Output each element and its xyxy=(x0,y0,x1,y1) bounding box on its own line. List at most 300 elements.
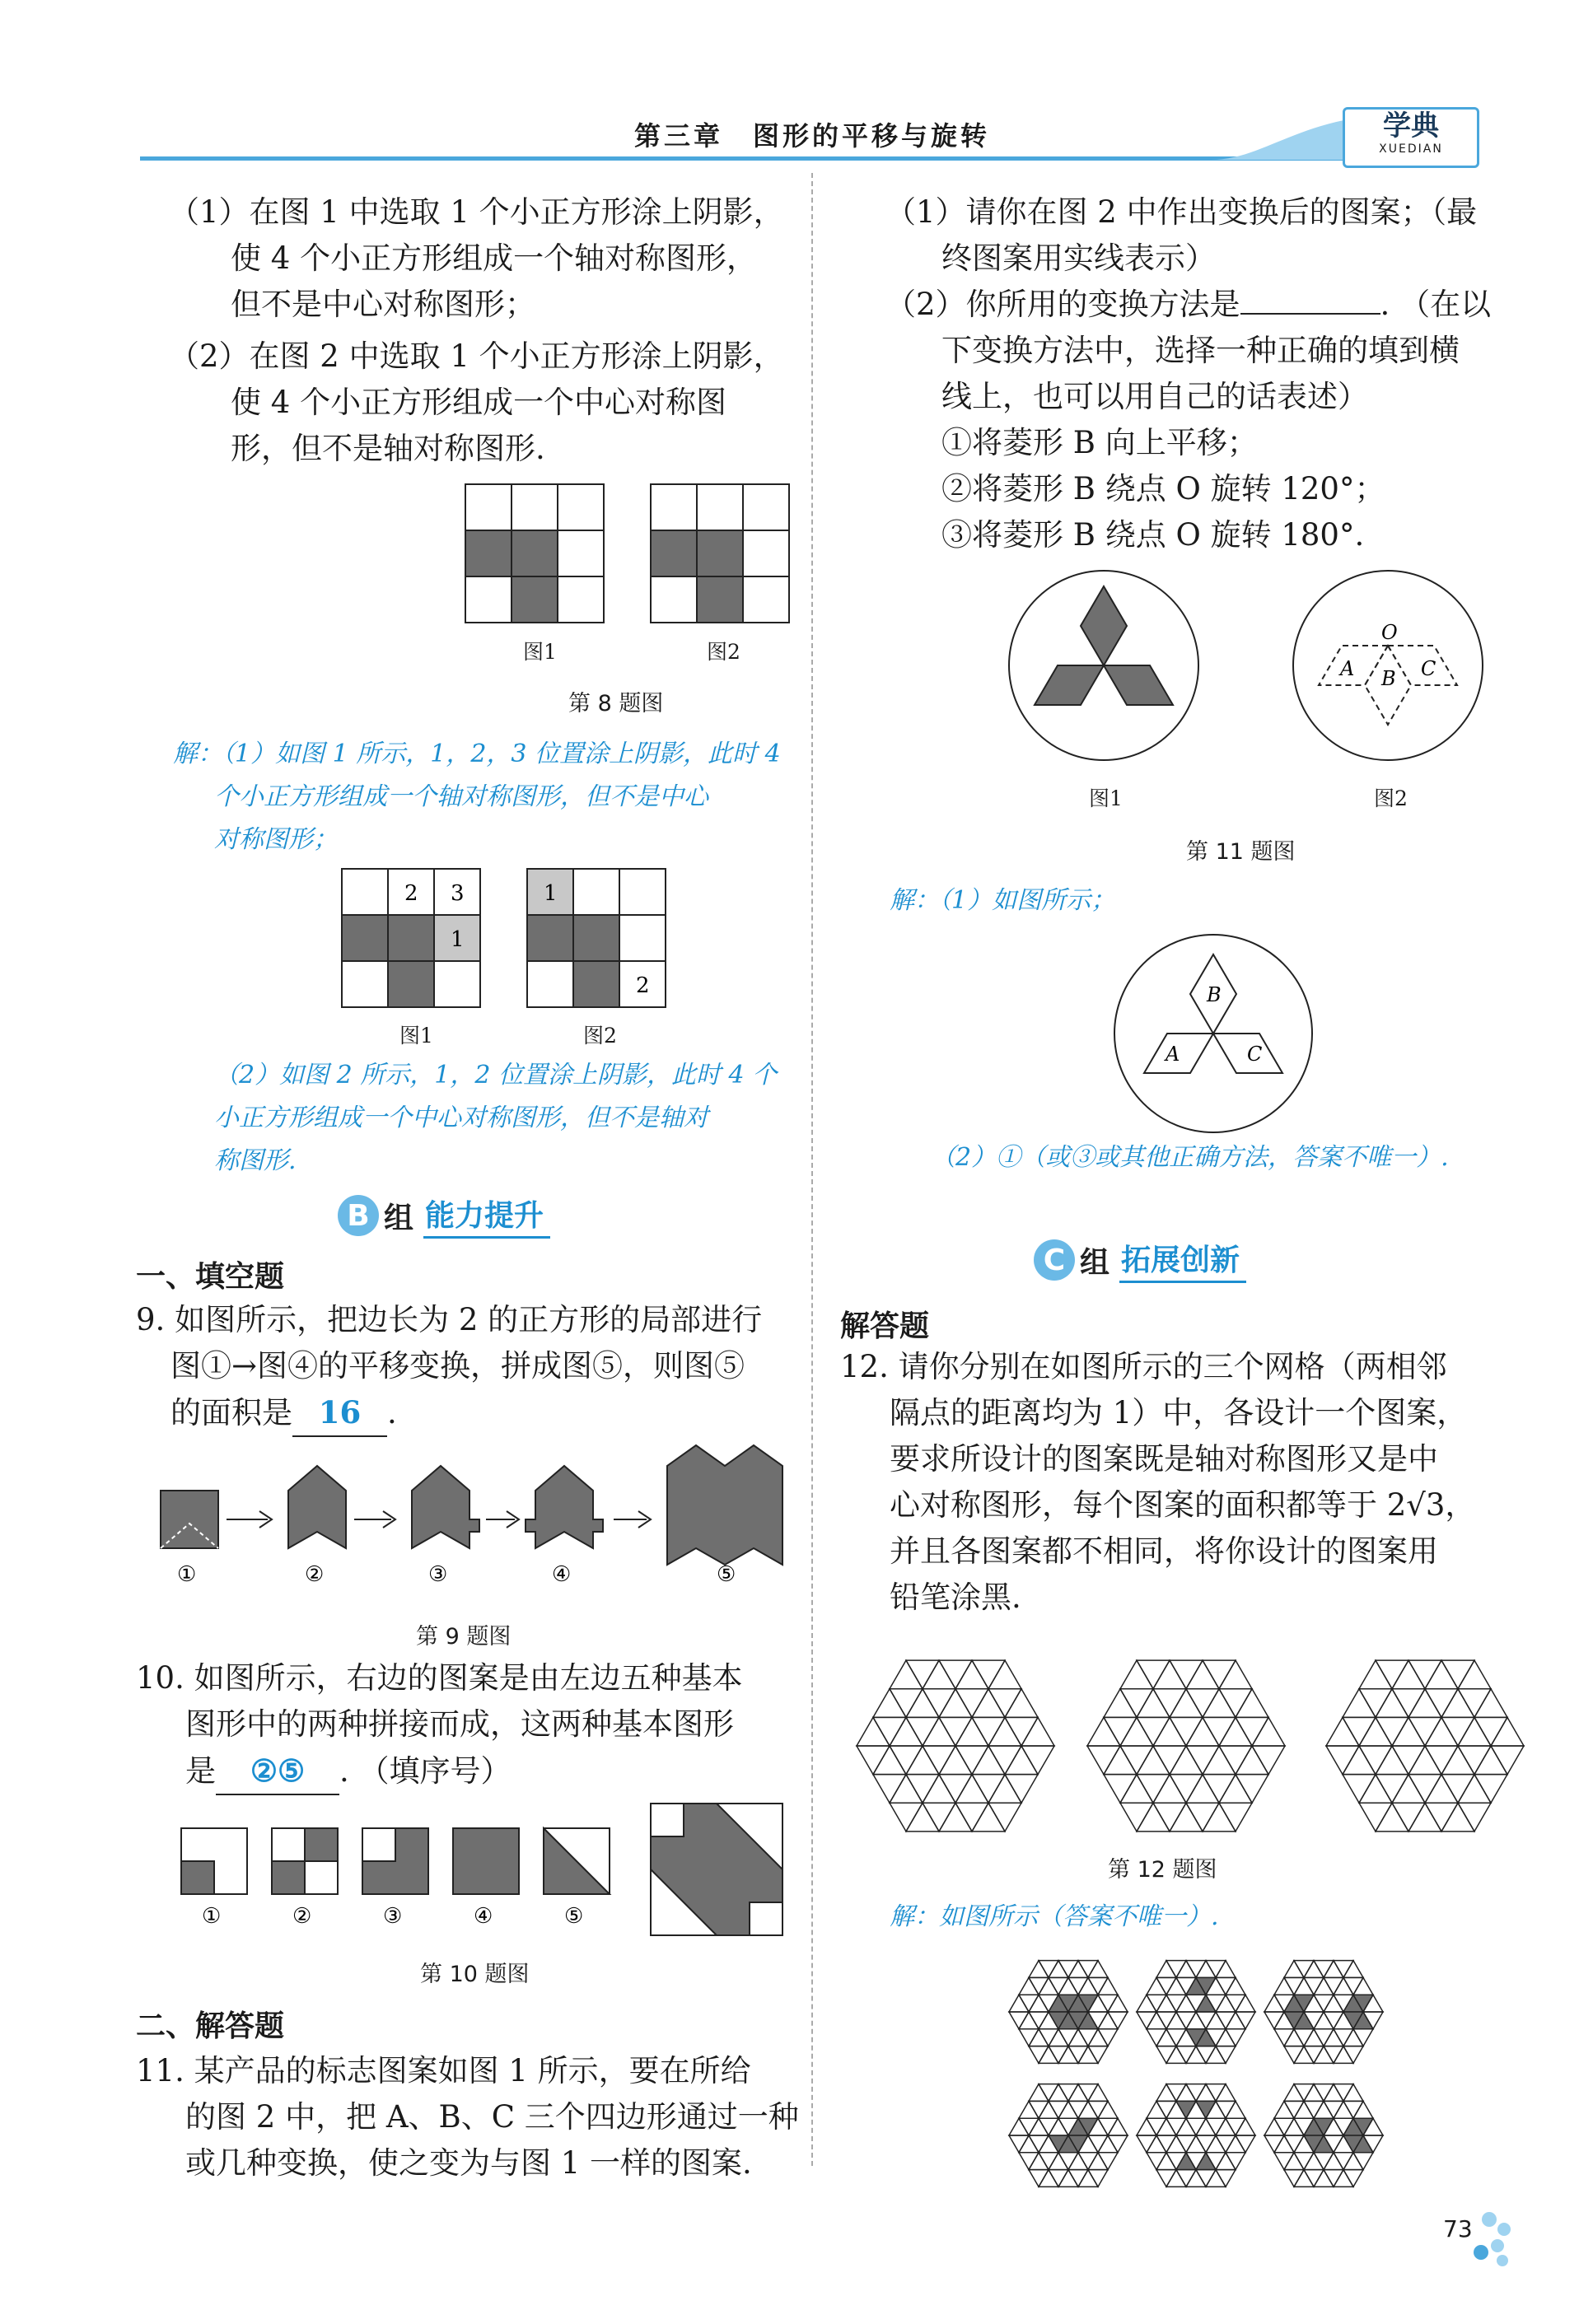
grid-triangle xyxy=(988,1746,1021,1775)
grid-triangle xyxy=(1274,1977,1294,1995)
grid-triangle xyxy=(1137,2012,1156,2029)
grid-triangle xyxy=(1236,1775,1268,1804)
grid-triangle xyxy=(1147,2029,1166,2046)
q12-caption: 第 12 题图 xyxy=(1108,1857,1217,1883)
grid-triangle xyxy=(1029,2153,1049,2170)
grid-triangle xyxy=(1156,2135,1176,2153)
grid-triangle xyxy=(1236,1995,1255,2012)
grid-triangle xyxy=(1029,1961,1049,1978)
grid-triangle xyxy=(1216,2153,1236,2170)
grid-triangle xyxy=(1098,2135,1118,2153)
grid-triangle xyxy=(1219,1803,1252,1832)
q11-caption: 第 11 题图 xyxy=(1186,839,1296,865)
q11-line: 下变换方法中，选择一种正确的填到横 xyxy=(941,333,1460,368)
grid-triangle xyxy=(1408,1746,1441,1775)
q11-answer-figure xyxy=(1110,931,1316,1136)
grid-triangle xyxy=(1226,2101,1245,2118)
q12-text xyxy=(840,1344,1475,1621)
grid-triangle xyxy=(1078,2153,1098,2170)
q8-line: 使 4 个小正方形组成一个中心对称图 xyxy=(231,385,727,420)
grid-triangle xyxy=(1009,2135,1029,2153)
solve-section-title: 二、解答题 xyxy=(136,2009,285,2043)
grid-triangle xyxy=(1376,1717,1408,1746)
grid-triangle xyxy=(1058,2153,1078,2170)
answer-line: 称图形. xyxy=(214,1146,297,1175)
q10-figure xyxy=(177,1799,820,1948)
grid-triangle xyxy=(1186,2170,1206,2187)
group-c-letter: C xyxy=(1034,1239,1075,1281)
grid-triangle xyxy=(1098,2153,1118,2170)
grid-triangle xyxy=(1098,2029,1118,2046)
grid-triangle xyxy=(1049,2153,1068,2170)
grid-triangle xyxy=(1353,1977,1373,1995)
grid-triangle xyxy=(1166,1995,1186,2012)
point-b-label: B xyxy=(1381,667,1396,690)
grid-triangle xyxy=(1392,1660,1425,1689)
answer-grid-2 xyxy=(527,869,667,1009)
grid-triangle xyxy=(1343,1717,1376,1746)
grid-triangle xyxy=(1068,2084,1088,2102)
grid-triangle xyxy=(1186,1746,1219,1775)
logo-sub: XUEDIAN xyxy=(1379,142,1443,156)
grid-triangle xyxy=(1196,2135,1216,2153)
grid-triangle xyxy=(1294,2046,1314,2064)
grid-triangle xyxy=(1304,2029,1324,2046)
grid-triangle xyxy=(1216,2012,1236,2029)
grid-triangle xyxy=(1304,2153,1324,2170)
grid-triangle xyxy=(1005,1717,1038,1746)
grid-triangle xyxy=(1324,2153,1343,2170)
answer-line: 个小正方形组成一个轴对称图形，但不是中心 xyxy=(214,782,708,811)
grid-triangle xyxy=(1156,1995,1176,2012)
grid-triangle xyxy=(1166,2170,1186,2187)
grid-triangle xyxy=(1196,2101,1216,2118)
grid-triangle xyxy=(1216,2029,1236,2046)
q11-option: ③将菱形 B 绕点 O 旋转 180°. xyxy=(941,517,1365,553)
grid-triangle xyxy=(1058,2046,1078,2064)
grid-triangle xyxy=(1186,1775,1219,1804)
grid-triangle xyxy=(1029,1977,1049,1995)
q9-line: 图①→图④的平移变换，拼成图⑤，则图⑤ xyxy=(171,1348,745,1384)
grid-triangle xyxy=(1408,1775,1441,1804)
grid-triangle xyxy=(890,1660,923,1689)
grid-triangle xyxy=(1104,1746,1137,1775)
grid-triangle xyxy=(1068,2101,1088,2118)
grid-triangle xyxy=(1408,1689,1441,1718)
grid-triangle xyxy=(1376,1660,1408,1689)
grid-triangle xyxy=(1392,1689,1425,1718)
grid-triangle xyxy=(1137,1746,1170,1775)
grid-triangle xyxy=(1019,1977,1039,1995)
grid-triangle xyxy=(1196,2170,1216,2187)
answer-c-label: C xyxy=(1247,1043,1263,1066)
grid-triangle xyxy=(1039,2118,1058,2135)
q12-answer-grids xyxy=(1007,1950,1385,2197)
grid-triangle xyxy=(1153,1717,1186,1746)
grid-triangle xyxy=(1166,2084,1186,2102)
grid-triangle xyxy=(1088,2153,1108,2170)
grid-triangle xyxy=(1216,2170,1236,2187)
grid-triangle xyxy=(1137,1660,1170,1689)
grid-triangle xyxy=(1314,2101,1334,2118)
grid-num: 1 xyxy=(544,881,558,906)
grid-triangle xyxy=(1166,1977,1186,1995)
grid-triangle xyxy=(1120,1803,1153,1832)
grid-triangle xyxy=(1343,1746,1376,1775)
grid-triangle xyxy=(1474,1746,1507,1775)
grid-triangle xyxy=(1196,2012,1216,2029)
grid-triangle xyxy=(1408,1660,1441,1689)
grid-triangle xyxy=(1425,1746,1458,1775)
grid-triangle xyxy=(1120,1775,1153,1804)
grid-triangle xyxy=(939,1660,972,1689)
grid-triangle xyxy=(1441,1717,1474,1746)
answer-b-label: B xyxy=(1207,983,1222,1006)
grid-triangle xyxy=(1166,2046,1186,2064)
grid-triangle xyxy=(1019,2012,1039,2029)
grid-triangle xyxy=(1206,2135,1226,2153)
grid-triangle xyxy=(1491,1717,1524,1746)
grid-num: 2 xyxy=(636,973,650,998)
group-b-grp: 组 xyxy=(384,1201,414,1235)
grid-triangle xyxy=(1219,1746,1252,1775)
grid-triangle xyxy=(1005,1689,1038,1718)
grid-triangle xyxy=(988,1689,1021,1718)
grid-triangle xyxy=(1009,2012,1029,2029)
grid-triangle xyxy=(1153,1689,1186,1718)
grid-triangle xyxy=(1236,1746,1268,1775)
grid-triangle xyxy=(1343,1961,1363,1978)
grid-triangle xyxy=(1029,2029,1049,2046)
grid-triangle xyxy=(1196,1995,1216,2012)
grid-triangle xyxy=(1334,2101,1353,2118)
q8-part2 xyxy=(169,334,784,472)
grid-triangle xyxy=(1176,1961,1196,1978)
grid-triangle xyxy=(1294,2170,1314,2187)
grid-triangle xyxy=(1104,1689,1137,1718)
grid-triangle xyxy=(1029,2084,1049,2102)
grid-triangle xyxy=(873,1746,906,1775)
grid-triangle xyxy=(1314,2084,1334,2102)
grid-triangle xyxy=(923,1746,955,1775)
grid-triangle xyxy=(1441,1746,1474,1775)
grid-triangle xyxy=(1137,1803,1170,1832)
answer-hex-2 xyxy=(1137,1961,1255,2064)
grid-triangle xyxy=(1252,1717,1285,1746)
grid-triangle xyxy=(1359,1746,1392,1775)
grid-triangle xyxy=(1196,2153,1216,2170)
grid-triangle xyxy=(1098,2101,1118,2118)
grid-triangle xyxy=(1203,1660,1236,1689)
grid-triangle xyxy=(1176,2084,1196,2102)
grid-triangle xyxy=(1009,2118,1029,2135)
grid-triangle xyxy=(1019,2153,1039,2170)
grid-triangle xyxy=(857,1717,890,1746)
grid-triangle xyxy=(972,1803,1005,1832)
grid-triangle xyxy=(1474,1775,1507,1804)
grid-triangle xyxy=(1039,2029,1058,2046)
grid-triangle xyxy=(955,1689,988,1718)
grid-triangle xyxy=(1294,2084,1314,2102)
grid-triangle xyxy=(1068,2029,1088,2046)
grid-triangle xyxy=(972,1746,1005,1775)
grid-triangle xyxy=(1196,2046,1216,2064)
grid-triangle xyxy=(1098,2012,1118,2029)
grid-triangle xyxy=(1196,2118,1216,2135)
grid-triangle xyxy=(1343,2170,1363,2187)
grid-triangle xyxy=(1203,1803,1236,1832)
q12-line: 隔点的距离均为 1）中，各设计一个图案， xyxy=(890,1395,1468,1430)
grid-triangle xyxy=(1176,2012,1196,2029)
grid-triangle xyxy=(1314,2153,1334,2170)
grid-triangle xyxy=(1021,1746,1054,1775)
grid-triangle xyxy=(1216,2101,1236,2118)
grid-triangle xyxy=(1153,1803,1186,1832)
q10-line: 10. 如图所示，右边的图案是由左边五种基本 xyxy=(136,1660,743,1696)
grid-triangle xyxy=(1170,1775,1203,1804)
group-b-letter: B xyxy=(338,1195,379,1236)
q11-option: ①将菱形 B 向上平移； xyxy=(941,425,1258,460)
grid-triangle xyxy=(1186,1803,1219,1832)
grid-triangle xyxy=(1304,2046,1324,2064)
grid-triangle xyxy=(1049,2046,1068,2064)
grid-triangle xyxy=(1156,1977,1176,1995)
grid-triangle xyxy=(1376,1746,1408,1775)
grid-triangle xyxy=(1284,2046,1304,2064)
grid-triangle xyxy=(1186,1689,1219,1718)
grid-triangle xyxy=(1098,1995,1118,2012)
grid-triangle xyxy=(1156,1961,1176,1978)
q10-label: ① xyxy=(202,1904,222,1929)
grid-triangle xyxy=(890,1717,923,1746)
grid-triangle xyxy=(1425,1689,1458,1718)
grid-triangle xyxy=(1284,1977,1304,1995)
grid-triangle xyxy=(1009,1995,1029,2012)
q11-line: 终图案用实线表示） xyxy=(941,240,1216,276)
q10-tail: . （填序号） xyxy=(339,1753,512,1789)
grid-triangle xyxy=(906,1717,939,1746)
q8-line: 但不是中心对称图形； xyxy=(231,287,535,322)
grid-triangle xyxy=(1049,2029,1068,2046)
grid-triangle xyxy=(939,1746,972,1775)
q11-answer-1: 解：（1）如图所示； xyxy=(890,886,1116,915)
grid-triangle xyxy=(1104,1717,1137,1746)
grid-triangle xyxy=(1294,1977,1314,1995)
grid-triangle xyxy=(1166,2135,1186,2153)
grid-triangle xyxy=(1425,1660,1458,1689)
grid-triangle xyxy=(1170,1746,1203,1775)
grid-triangle xyxy=(1441,1660,1474,1689)
q8-caption: 第 8 题图 xyxy=(568,691,664,716)
grid-triangle xyxy=(1219,1717,1252,1746)
grid-triangle xyxy=(1334,1977,1353,1995)
q8-fig1-label: 图1 xyxy=(523,640,557,664)
q9-label: ③ xyxy=(428,1562,448,1587)
grid-triangle xyxy=(1274,2029,1294,2046)
q8-line: 使 4 个小正方形组成一个轴对称图形， xyxy=(231,240,758,276)
q9-label: ① xyxy=(177,1562,197,1587)
grid-triangle xyxy=(1039,1961,1058,1978)
q9-line: 9. 如图所示，把边长为 2 的正方形的局部进行 xyxy=(136,1302,763,1337)
grid-triangle xyxy=(1304,1961,1324,1978)
q11-option: ②将菱形 B 绕点 O 旋转 120°； xyxy=(941,471,1385,506)
q8-answer-2 xyxy=(214,1054,777,1183)
grid-triangle xyxy=(1304,2170,1324,2187)
grid-triangle xyxy=(1156,2118,1176,2135)
grid-triangle xyxy=(1186,2118,1206,2135)
grid-triangle xyxy=(1226,1977,1245,1995)
grid-triangle xyxy=(1176,2046,1196,2064)
q11-line: 的图 2 中，把 A、B、C 三个四边形通过一种 xyxy=(185,2099,799,2135)
grid-triangle xyxy=(1049,1961,1068,1978)
grid-triangle xyxy=(1219,1660,1252,1689)
grid-triangle xyxy=(906,1660,939,1689)
grid-triangle xyxy=(1314,1977,1334,1995)
grid-triangle xyxy=(1153,1775,1186,1804)
grid-triangle xyxy=(1120,1660,1153,1689)
grid-triangle xyxy=(1147,2153,1166,2170)
q11-figure-1 xyxy=(1005,567,1203,764)
grid-triangle xyxy=(1049,1977,1068,1995)
answer-line: 小正方形组成一个中心对称图形，但不是轴对 xyxy=(214,1104,708,1132)
grid-triangle xyxy=(1170,1803,1203,1832)
q9-line xyxy=(136,1389,762,1437)
grid-triangle xyxy=(1088,1961,1108,1978)
grid-triangle xyxy=(1226,1995,1245,2012)
grid-triangle xyxy=(1068,2046,1088,2064)
grid-triangle xyxy=(1274,2101,1294,2118)
page-header xyxy=(140,107,1491,165)
grid-triangle xyxy=(1078,2170,1098,2187)
q10-line xyxy=(136,1748,743,1795)
grid-triangle xyxy=(906,1803,939,1832)
grid-triangle xyxy=(1058,2170,1078,2187)
point-c-label: C xyxy=(1421,657,1437,680)
header-rule xyxy=(140,156,1343,161)
grid-triangle xyxy=(1039,1977,1058,1995)
grid-triangle xyxy=(1343,2153,1363,2170)
grid-triangle xyxy=(1326,1746,1359,1775)
grid-triangle xyxy=(1343,2029,1363,2046)
grid-triangle xyxy=(1108,2135,1128,2153)
grid-triangle xyxy=(1216,2118,1236,2135)
q12-line: 12. 请你分别在如图所示的三个网格（两相邻 xyxy=(840,1349,1447,1384)
grid-triangle xyxy=(1359,1660,1392,1689)
grid-triangle xyxy=(1186,2012,1206,2029)
q12-line: 要求所设计的图案既是轴对称图形又是中 xyxy=(890,1441,1438,1477)
grid-triangle xyxy=(1039,2170,1058,2187)
grid-triangle xyxy=(1186,2135,1206,2153)
grid-triangle xyxy=(1156,2046,1176,2064)
answer-fig2-label: 图2 xyxy=(583,1024,617,1048)
q12-line: 并且各图案都不相同，将你设计的图案用 xyxy=(890,1533,1438,1569)
grid-triangle xyxy=(1284,2153,1304,2170)
grid-triangle xyxy=(1294,1961,1314,1978)
grid-triangle xyxy=(1206,2012,1226,2029)
grid-triangle xyxy=(1058,2084,1078,2102)
grid-triangle xyxy=(1049,2170,1068,2187)
q8-fig2-label: 图2 xyxy=(707,640,740,664)
grid-triangle xyxy=(1068,1977,1088,1995)
grid-triangle xyxy=(923,1775,955,1804)
q9-label: ④ xyxy=(552,1562,572,1587)
grid-triangle xyxy=(1334,2170,1353,2187)
right-solve-title: 解答题 xyxy=(840,1309,930,1343)
grid-triangle xyxy=(1078,1977,1098,1995)
grid-triangle xyxy=(1147,1995,1166,2012)
grid-triangle xyxy=(1170,1689,1203,1718)
grid-triangle xyxy=(972,1717,1005,1746)
grid-triangle xyxy=(972,1660,1005,1689)
grid-triangle xyxy=(1176,1995,1196,2012)
grid-triangle xyxy=(1324,2084,1343,2102)
grid-triangle xyxy=(1294,2101,1314,2118)
q11-part1 xyxy=(885,189,1477,282)
grid-triangle xyxy=(1353,2153,1373,2170)
grid-triangle xyxy=(1376,1775,1408,1804)
grid-triangle xyxy=(873,1775,906,1804)
grid-triangle xyxy=(1324,1995,1343,2012)
grid-triangle xyxy=(1376,1803,1408,1832)
grid-triangle xyxy=(1088,2046,1108,2064)
q9-caption: 第 9 题图 xyxy=(416,1624,512,1650)
grid-triangle xyxy=(1039,2046,1058,2064)
grid-triangle xyxy=(1304,1977,1324,1995)
grid-triangle xyxy=(1108,2118,1128,2135)
grid-triangle xyxy=(1343,2084,1363,2102)
grid-triangle xyxy=(1334,2029,1353,2046)
grid-triangle xyxy=(1196,2084,1216,2102)
answer-line: 对称图形； xyxy=(214,825,338,854)
grid-triangle xyxy=(1029,1995,1049,2012)
grid-triangle xyxy=(1458,1660,1491,1689)
q9-text-end: 的面积是 xyxy=(171,1395,292,1430)
grid-triangle xyxy=(1019,2029,1039,2046)
grid-triangle xyxy=(1087,1746,1120,1775)
grid-triangle xyxy=(1458,1803,1491,1832)
answer-hex-5 xyxy=(1137,2084,1255,2187)
grid-triangle xyxy=(1137,2118,1156,2135)
grid-triangle xyxy=(1068,2170,1088,2187)
grid-triangle xyxy=(955,1746,988,1775)
q11-line: 11. 某产品的标志图案如图 1 所示，要在所给 xyxy=(136,2053,751,2088)
grid-triangle xyxy=(1203,1689,1236,1718)
q11-line: 或几种变换，使之变为与图 1 一样的图案. xyxy=(185,2145,752,2181)
grid-triangle xyxy=(1392,1803,1425,1832)
grid-triangle xyxy=(1458,1746,1491,1775)
grid-triangle xyxy=(1156,2084,1176,2102)
group-b-banner xyxy=(338,1192,550,1239)
grid-triangle xyxy=(1176,2170,1196,2187)
grid-triangle xyxy=(1441,1775,1474,1804)
q10-line: 图形中的两种拼接而成，这两种基本图形 xyxy=(185,1706,734,1742)
grid-triangle xyxy=(1343,2046,1363,2064)
grid-triangle xyxy=(1236,1717,1268,1746)
hex-grid-2 xyxy=(1087,1660,1285,1832)
grid-triangle xyxy=(939,1717,972,1746)
grid-triangle xyxy=(1078,2084,1098,2102)
grid-triangle xyxy=(1019,1995,1039,2012)
grid-triangle xyxy=(1324,1977,1343,1995)
grid-triangle xyxy=(1156,2170,1176,2187)
q9-text xyxy=(136,1297,762,1437)
q10-label: ④ xyxy=(474,1904,493,1929)
grid-triangle xyxy=(1216,1977,1236,1995)
grid-triangle xyxy=(1304,2084,1324,2102)
grid-triangle xyxy=(1226,2118,1245,2135)
grid-triangle xyxy=(1226,2029,1245,2046)
grid-triangle xyxy=(1153,1660,1186,1689)
